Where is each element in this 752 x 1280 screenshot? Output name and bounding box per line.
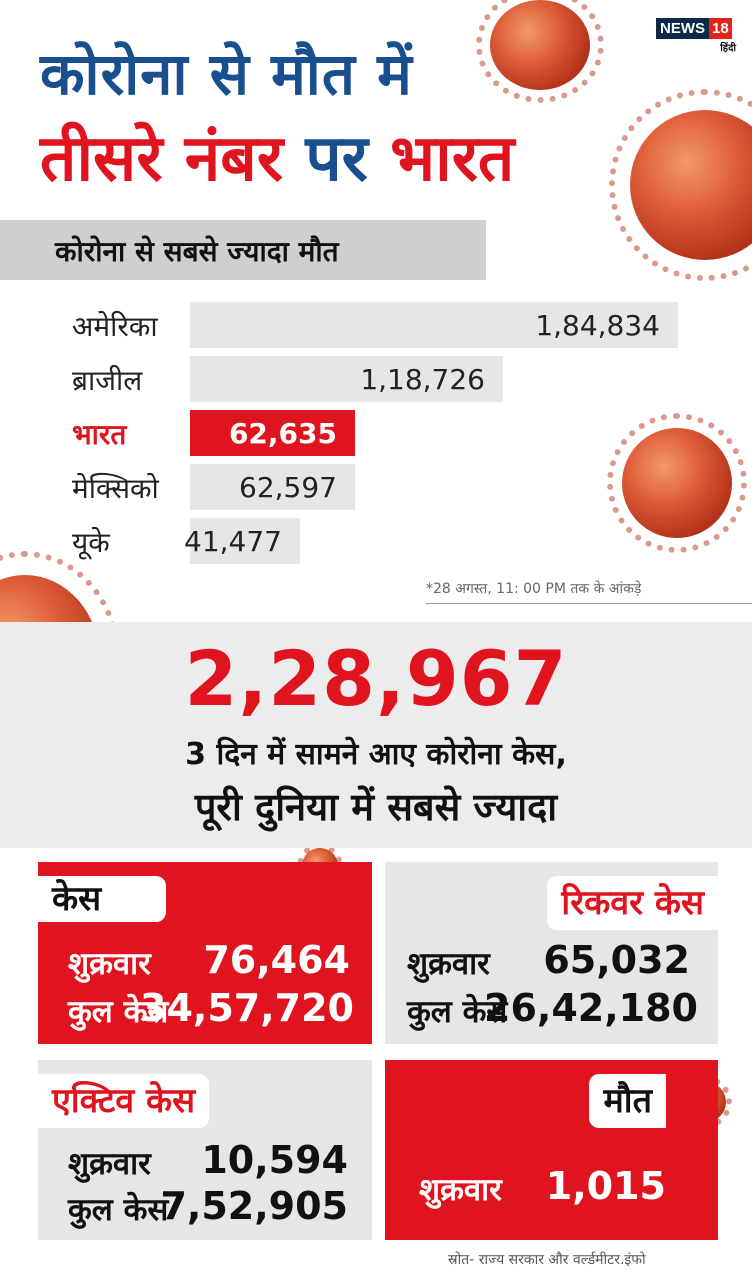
chart-value-label: 62,597: [239, 471, 337, 504]
virus-illustration: [490, 0, 590, 90]
recovered-friday-label: शुक्रवार: [407, 946, 490, 982]
active-label: एक्टिव केस: [38, 1074, 209, 1128]
cases-total-value: 34,57,720: [140, 986, 354, 1030]
recovered-friday-value: 65,032: [543, 938, 690, 982]
chart-bar: [190, 410, 355, 456]
news18-logo: [656, 18, 736, 60]
chart-bar: [190, 302, 678, 348]
deaths-chart-title: कोरोना से सबसे ज्यादा मौत: [55, 235, 339, 268]
active-total-label: कुल केस: [68, 1192, 169, 1228]
recovered-panel: [385, 862, 718, 1044]
chart-bar: [190, 464, 355, 510]
chart-value-label: 1,18,726: [360, 363, 485, 396]
deaths-friday-value: 1,015: [545, 1164, 666, 1208]
title-on: पर: [305, 122, 368, 196]
virus-illustration: [622, 428, 732, 538]
chart-value-label: 62,635: [228, 417, 337, 450]
chart-category-label: भारत: [72, 418, 127, 451]
deaths-friday-label: शुक्रवार: [419, 1172, 502, 1208]
active-total-value: 7,52,905: [160, 1184, 348, 1228]
active-panel: [38, 1060, 372, 1240]
footnote-divider: [426, 603, 752, 604]
title-line-2: [40, 112, 514, 199]
virus-illustration: [630, 110, 752, 260]
title-rank: तीसरे नंबर: [40, 122, 284, 196]
cases-friday-label: शुक्रवार: [68, 946, 151, 982]
chart-category-label: मेक्सिको: [72, 472, 159, 505]
chart-category-label: ब्राजील: [72, 364, 143, 397]
three-day-cases-number: 2,28,967: [184, 634, 568, 723]
cases-label: केस: [38, 876, 166, 922]
cases-total-label: कुल केस: [68, 994, 169, 1030]
title-line-1: कोरोना से मौत में: [40, 40, 413, 108]
chart-bar: [190, 356, 503, 402]
title-country: भारत: [390, 122, 515, 196]
logo-brand: NEWS: [656, 18, 709, 39]
recovered-total-label: कुल केस: [407, 994, 508, 1030]
chart-category-label: अमेरिका: [72, 310, 158, 343]
active-friday-label: शुक्रवार: [68, 1146, 151, 1182]
chart-category-label: यूके: [72, 526, 110, 559]
chart-value-label: 1,84,834: [535, 309, 660, 342]
active-friday-value: 10,594: [201, 1138, 348, 1182]
cases-friday-value: 76,464: [203, 938, 350, 982]
world-highest-caption: पूरी दुनिया में सबसे ज्यादा: [194, 785, 558, 829]
deaths-chart-heading: [0, 220, 486, 280]
deaths-panel: [385, 1060, 718, 1240]
logo-sub: हिंदी: [720, 43, 736, 54]
cases-panel: [38, 862, 372, 1044]
recovered-total-value: 26,42,180: [484, 986, 698, 1030]
source-credit: स्रोत- राज्य सरकार और वर्ल्डमीटर.इंफो: [448, 1252, 646, 1268]
data-footnote: *28 अगस्त, 11: 00 PM तक के आंकड़े: [426, 581, 642, 597]
deaths-label: मौत: [589, 1074, 666, 1128]
chart-value-label: 41,477: [184, 525, 282, 558]
logo-number: 18: [709, 18, 732, 39]
three-day-cases-caption: 3 दिन में सामने आए कोरोना केस,: [185, 737, 567, 772]
chart-bar: [184, 518, 300, 564]
recovered-label: रिकवर केस: [547, 876, 718, 930]
